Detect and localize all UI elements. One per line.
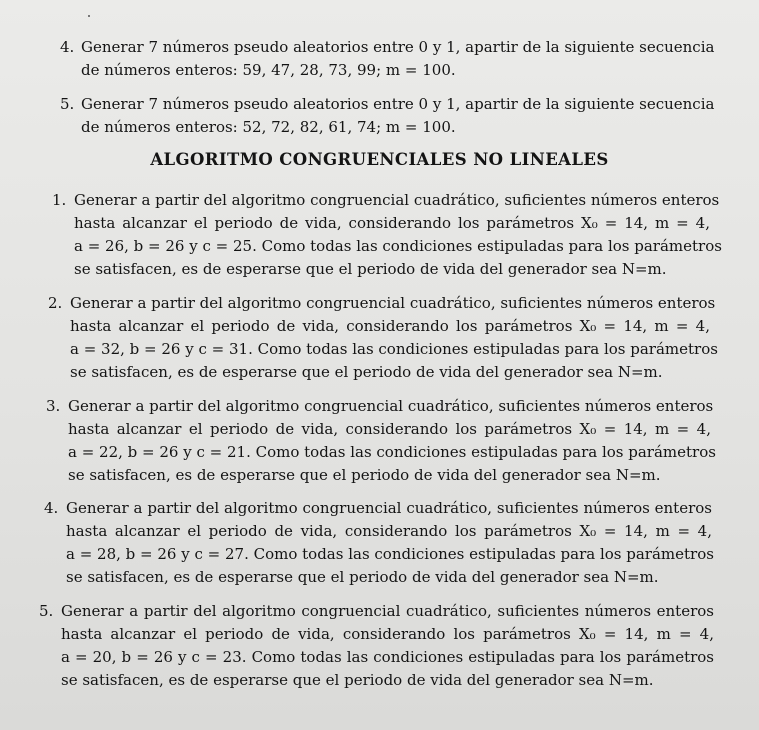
- item-line: hasta alcanzar el periodo de vida, considerando los parámetros X₀ = 14, m = 4,: [61, 625, 714, 643]
- item-line: Generar 7 números pseudo aleatorios entre 0 y 1, apartir de la siguiente secuencia: [81, 95, 715, 113]
- exercise-1: [52, 189, 722, 281]
- item-line: se satisfacen, es de esperarse que el periodo de vida del generador sea N=m.: [70, 363, 663, 381]
- item-line: a = 20, b = 26 y c = 23. Como todas las condiciones estipuladas para los parámetros: [61, 648, 714, 666]
- item-line: Generar a partir del algoritmo congruencial cuadrático, suficientes números enteros: [61, 602, 714, 620]
- item-number: 4.: [44, 499, 59, 517]
- exercise-2: [48, 292, 718, 384]
- item-line: Generar a partir del algoritmo congruencial cuadrático, suficientes números enteros: [68, 397, 714, 415]
- item-number: 5.: [39, 602, 54, 620]
- item-number: 4.: [60, 38, 75, 56]
- item-number: 1.: [52, 191, 67, 209]
- exercise-5: [39, 600, 714, 692]
- item-line: se satisfacen, es de esperarse que el periodo de vida del generador sea N=m.: [74, 260, 667, 278]
- paper-speck: [88, 15, 90, 17]
- item-line: Generar a partir del algoritmo congruencial cuadrático, suficientes números enteros: [66, 499, 712, 517]
- item-line: hasta alcanzar el periodo de vida, considerando los parámetros X₀ = 14, m = 4,: [70, 317, 710, 335]
- item-line: se satisfacen, es de esperarse que el periodo de vida del generador sea N=m.: [66, 568, 659, 586]
- exercise-3: [46, 395, 716, 487]
- item-line: hasta alcanzar el periodo de vida, considerando los parámetros X₀ = 14, m = 4,: [74, 214, 710, 232]
- item-number: 5.: [60, 95, 75, 113]
- section-title: ALGORITMO CONGRUENCIALES NO LINEALES: [150, 150, 609, 169]
- top-item-5: [60, 93, 715, 139]
- item-line: a = 22, b = 26 y c = 21. Como todas las condiciones estipuladas para los parámetros: [68, 443, 716, 461]
- item-line: Generar 7 números pseudo aleatorios entre 0 y 1, apartir de la siguiente secuencia: [81, 38, 715, 56]
- item-line: de números enteros: 59, 47, 28, 73, 99; m = 100.: [81, 61, 456, 79]
- top-item-4: [60, 36, 715, 82]
- exercise-4: [44, 497, 712, 589]
- item-line: se satisfacen, es de esperarse que el periodo de vida del generador sea N=m.: [61, 671, 654, 689]
- item-number: 3.: [46, 397, 61, 415]
- item-line: de números enteros: 52, 72, 82, 61, 74; m = 100.: [81, 118, 456, 136]
- item-line: a = 28, b = 26 y c = 27. Como todas las condiciones estipuladas para los parámetros: [66, 545, 714, 563]
- item-line: se satisfacen, es de esperarse que el periodo de vida del generador sea N=m.: [68, 466, 661, 484]
- item-line: Generar a partir del algoritmo congruencial cuadrático, suficientes números enteros: [70, 294, 716, 312]
- item-line: Generar a partir del algoritmo congruencial cuadrático, suficientes números enteros: [74, 191, 720, 209]
- item-line: hasta alcanzar el periodo de vida, considerando los parámetros X₀ = 14, m = 4,: [66, 522, 712, 540]
- item-number: 2.: [48, 294, 63, 312]
- item-line: hasta alcanzar el periodo de vida, considerando los parámetros X₀ = 14, m = 4,: [68, 420, 711, 438]
- item-line: a = 32, b = 26 y c = 31. Como todas las condiciones estipuladas para los parámetros: [70, 340, 718, 358]
- item-line: a = 26, b = 26 y c = 25. Como todas las condiciones estipuladas para los parámetros: [74, 237, 722, 255]
